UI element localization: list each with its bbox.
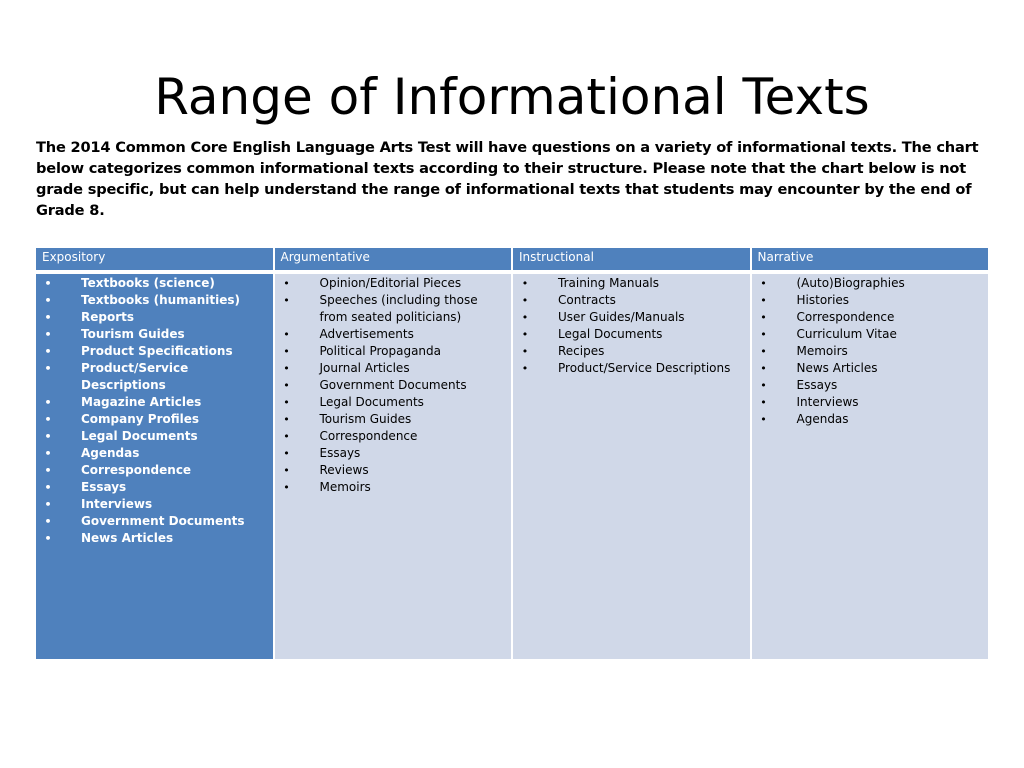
list-item [752,292,989,309]
bullet-icon: • [760,379,767,392]
bullet-icon: • [283,328,290,341]
bullet-icon: • [44,447,52,460]
instructional-list [513,275,750,377]
bullet-icon: • [521,311,529,324]
list-item [275,479,512,496]
bullet-icon: • [760,311,767,324]
list-item [275,462,512,479]
list-item [36,428,273,445]
list-item [36,394,273,411]
list-item [36,326,273,343]
list-item-label: News Articles [81,531,174,545]
narrative-list [752,275,989,428]
bullet-icon: • [760,396,767,409]
bullet-icon: • [760,328,767,341]
list-item-label: Correspondence [319,429,418,443]
list-item-label: Government Documents [81,514,245,528]
bullet-icon: • [44,532,52,545]
list-item-label: Memoirs [319,480,371,494]
list-item-label: Legal Documents [319,395,424,409]
list-item-label: Tourism Guides [81,327,185,341]
list-item-label: Opinion/Editorial Pieces [319,276,462,290]
list-item [36,513,273,530]
list-item [275,445,512,462]
list-item [275,394,512,411]
list-item [36,479,273,496]
bullet-icon: • [283,345,290,358]
bullet-icon: • [760,294,767,307]
list-item [752,326,989,343]
bullet-icon: • [521,277,529,290]
list-item [275,326,512,343]
list-item-label: User Guides/Manuals [558,310,685,324]
list-item [513,326,750,343]
bullet-icon: • [521,362,529,375]
list-item [275,411,512,428]
list-item [513,292,750,309]
list-item [752,360,989,377]
bullet-icon: • [283,362,290,375]
list-item-label: Contracts [558,293,616,307]
list-item [513,360,750,377]
list-item-label: Agendas [796,412,849,426]
argumentative-list [275,275,512,496]
list-item-label: Essays [319,446,361,460]
list-item [275,292,512,326]
list-item [36,309,273,326]
list-item-label: Government Documents [319,378,467,392]
bullet-icon: • [283,277,290,290]
table-header-row [35,247,989,272]
list-item-label: Correspondence [796,310,895,324]
header-narrative: Narrative [751,247,990,272]
bullet-icon: • [760,413,767,426]
bullet-icon: • [44,294,52,307]
list-item [36,360,273,394]
expository-list [36,275,273,547]
list-item [36,343,273,360]
list-item [275,360,512,377]
list-item [752,343,989,360]
bullet-icon: • [283,481,290,494]
list-item [36,292,273,309]
bullet-icon: • [44,498,52,511]
bullet-icon: • [44,345,52,358]
list-item-label: Reviews [319,463,369,477]
list-item [752,394,989,411]
list-item-label: Textbooks (humanities) [81,293,241,307]
bullet-icon: • [44,413,52,426]
bullet-icon: • [44,328,52,341]
list-item [513,275,750,292]
list-item [752,275,989,292]
list-item [275,377,512,394]
instructional-cell [512,272,751,660]
bullet-icon: • [521,294,529,307]
list-item-label: Product/Service Descriptions [558,361,731,375]
bullet-icon: • [44,464,52,477]
bullet-icon: • [44,430,52,443]
bullet-icon: • [283,430,290,443]
list-item-label: Curriculum Vitae [796,327,897,341]
header-argumentative: Argumentative [274,247,513,272]
list-item-label: Legal Documents [81,429,198,443]
list-item [275,275,512,292]
bullet-icon: • [44,481,52,494]
list-item [36,530,273,547]
list-item-label: Memoirs [796,344,848,358]
list-item [36,275,273,292]
expository-cell [35,272,274,660]
list-item-label: Tourism Guides [319,412,412,426]
bullet-icon: • [283,413,290,426]
list-item-label: Political Propaganda [319,344,442,358]
list-item-label: News Articles [796,361,878,375]
list-item [513,309,750,326]
bullet-icon: • [521,345,529,358]
list-item-label: Interviews [796,395,859,409]
bullet-icon: • [760,362,767,375]
text-types-table [34,246,990,661]
list-item [752,377,989,394]
bullet-icon: • [760,277,767,290]
list-item-label: Advertisements [319,327,414,341]
list-item-label: Journal Articles [319,361,410,375]
list-item-label: Correspondence [81,463,192,477]
bullet-icon: • [44,277,52,290]
bullet-icon: • [44,515,52,528]
bullet-icon: • [44,396,52,409]
bullet-icon: • [283,379,290,392]
list-item-label: Interviews [81,497,153,511]
bullet-icon: • [44,362,52,375]
bullet-icon: • [521,328,529,341]
list-item-label: Reports [81,310,135,324]
list-item [36,445,273,462]
list-item [36,496,273,513]
list-item-label: Essays [796,378,838,392]
bullet-icon: • [44,311,52,324]
list-item-label: Company Profiles [81,412,200,426]
bullet-icon: • [283,464,290,477]
list-item-label: Histories [796,293,850,307]
header-instructional: Instructional [512,247,751,272]
list-item-label: Legal Documents [558,327,663,341]
list-item-label: Magazine Articles [81,395,202,409]
list-item [275,343,512,360]
narrative-cell [751,272,990,660]
bullet-icon: • [283,447,290,460]
list-item-label: Recipes [558,344,605,358]
list-item-label: Speeches (including those from seated politicians) [319,293,478,324]
list-item-label: Training Manuals [558,276,660,290]
list-item [36,462,273,479]
list-item-label: (Auto)Biographies [796,276,905,290]
table-body-row [35,272,989,660]
list-item [513,343,750,360]
bullet-icon: • [283,396,290,409]
bullet-icon: • [283,294,290,307]
list-item [36,411,273,428]
list-item-label: Product/Service Descriptions [81,361,189,392]
list-item-label: Product Specifications [81,344,233,358]
argumentative-cell [274,272,513,660]
intro-paragraph: The 2014 Common Core English Language Arts Test will have questions on a variety of informational texts. The chart below categorizes common informational texts according to their structure. Please note that the chart below is not grade specific, but can help understand the range of informational texts that students may encounter by the end of Grade 8. [36,139,979,219]
bullet-icon: • [760,345,767,358]
list-item-label: Essays [81,480,127,494]
list-item-label: Agendas [81,446,140,460]
header-expository: Expository [35,247,274,272]
slide-title: Range of Informational Texts [154,68,870,126]
list-item-label: Textbooks (science) [81,276,215,290]
list-item [752,309,989,326]
list-item [275,428,512,445]
list-item [752,411,989,428]
